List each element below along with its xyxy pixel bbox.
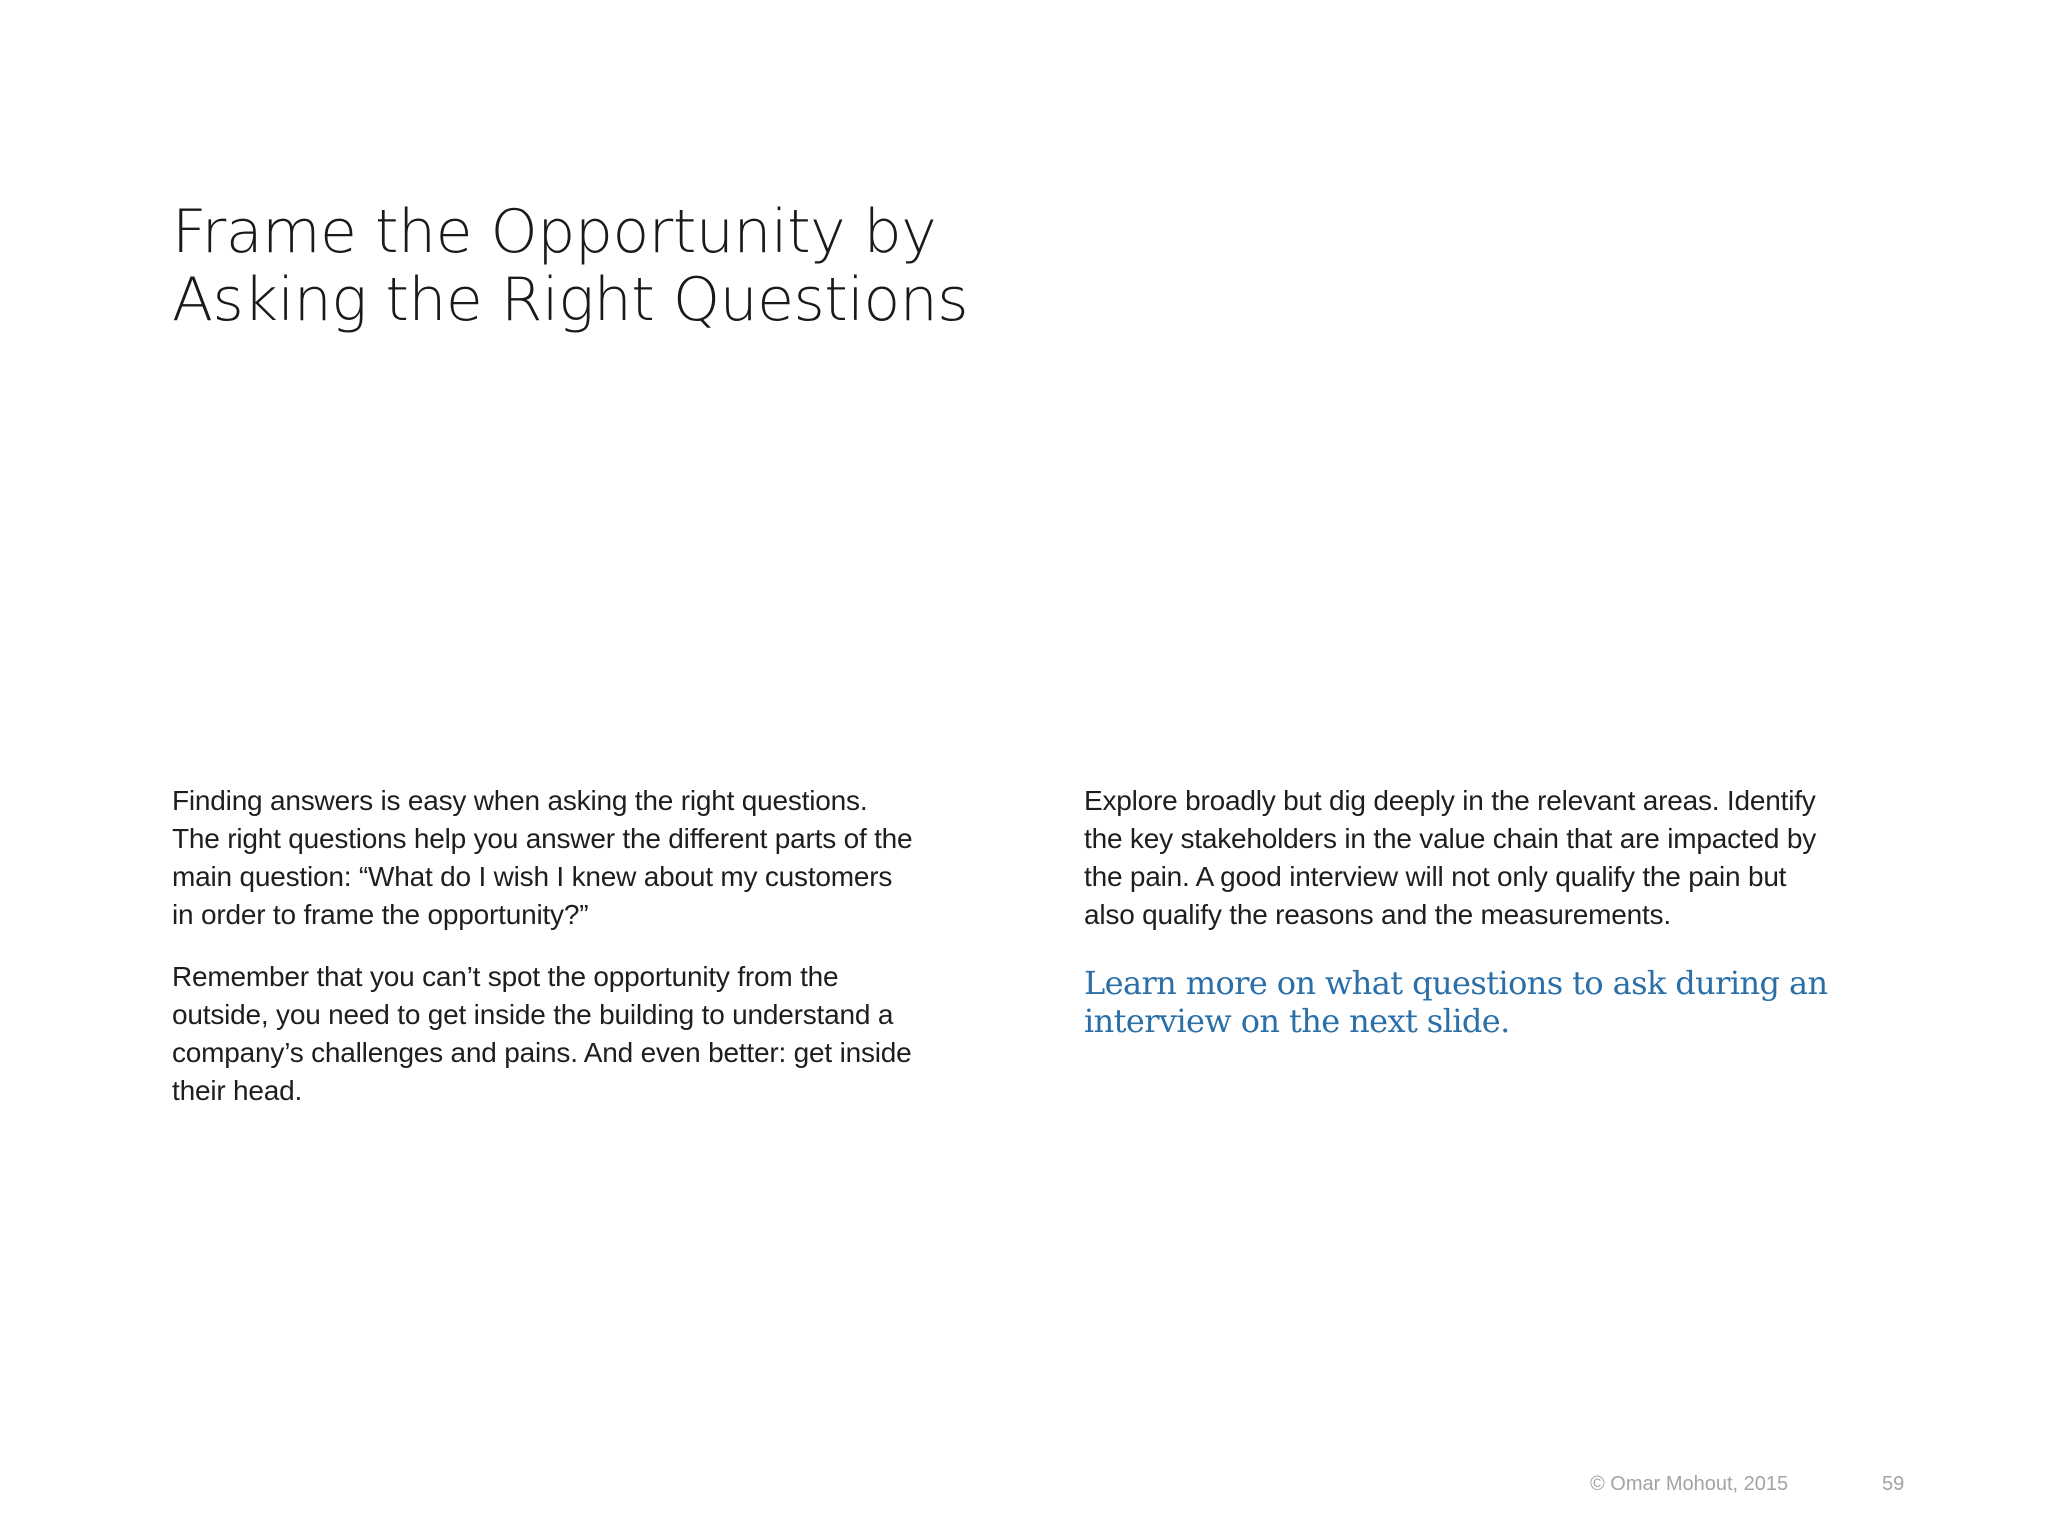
link-line[interactable]: Learn more on what questions to ask during an: [1084, 964, 1828, 1002]
text-line: Explore broadly but dig deeply in the relevant areas. Identify: [1084, 785, 1816, 816]
slide-title: [172, 198, 1272, 334]
footer-copyright: © Omar Mohout, 2015: [1590, 1473, 1789, 1495]
right-column: [1084, 782, 1924, 1040]
left-paragraph-1: [172, 782, 1012, 934]
slide-title-line: Asking the Right Questions: [172, 265, 968, 335]
text-line: the pain. A good interview will not only qualify the pain but: [1084, 861, 1787, 892]
left-paragraph-2: [172, 958, 1012, 1110]
text-line: Remember that you can’t spot the opportunity from the: [172, 961, 839, 992]
text-line: in order to frame the opportunity?”: [172, 899, 589, 930]
text-line: The right questions help you answer the different parts of the: [172, 823, 913, 854]
page-number: 59: [1882, 1473, 1905, 1495]
text-line: their head.: [172, 1075, 303, 1106]
text-line: the key stakeholders in the value chain that are impacted by: [1084, 823, 1816, 854]
next-slide-link[interactable]: [1084, 964, 1924, 1040]
text-line: Finding answers is easy when asking the right questions.: [172, 785, 868, 816]
text-line: outside, you need to get inside the building to understand a: [172, 999, 894, 1030]
text-line: company’s challenges and pains. And even better: get inside: [172, 1037, 912, 1068]
left-column: [172, 782, 1012, 1134]
right-paragraph-1: [1084, 782, 1924, 934]
text-line: main question: “What do I wish I knew about my customers: [172, 861, 893, 892]
text-line: also qualify the reasons and the measurements.: [1084, 899, 1671, 930]
link-line[interactable]: interview on the next slide.: [1084, 1002, 1510, 1040]
slide-title-line: Frame the Opportunity by: [172, 197, 937, 267]
